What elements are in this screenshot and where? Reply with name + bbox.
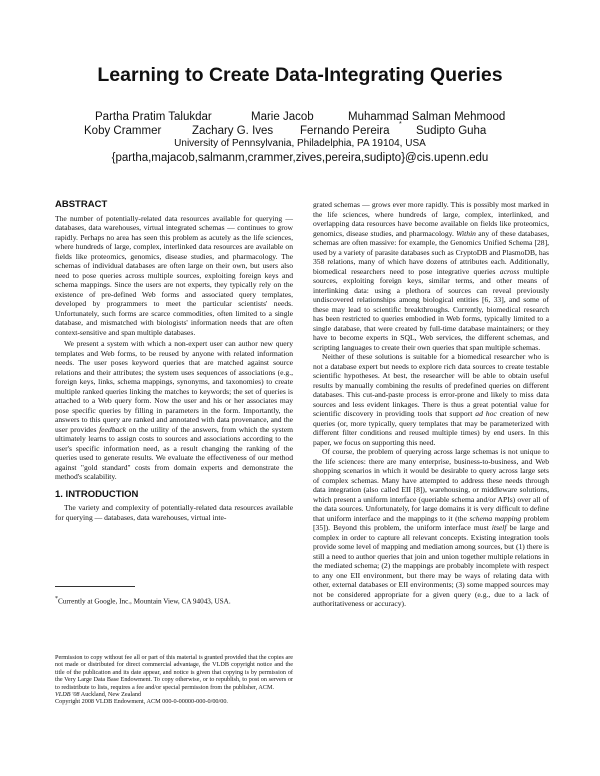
- author-footnote: *Currently at Google, Inc., Mountain View, CA 94043, USA.: [55, 596, 231, 606]
- paper-title: Learning to Create Data-Integrating Queries: [97, 64, 503, 86]
- permission-notice: [55, 654, 293, 706]
- footnote-rule: [55, 586, 135, 587]
- left-column: [55, 200, 293, 522]
- author-emails: {partha,majacob,salmanm,crammer,zives,pereira,sudipto}@cis.upenn.edu: [111, 152, 489, 164]
- body-paragraph: Of course, the problem of querying across large schemas is not unique to the life sciences: there are many enterprise, business-to-business, and Web shopping scenarios in which it would be desirable to query across large sets of complex schemas. Many have attempted to address these needs through data integration (also called EII [8]), warehousing, or middleware solutions, which present a uniform interface (queriable schema and/or APIs) over all of the data sources. Unfortunately, for large domains it is very difficult to define that uniform interface and the mappings to it (the schema mapping problem [35]). Beyond this problem, the uniform interface must itself be large and complex in order to capture all relevant concepts. Existing integration tools provide some level of mapping and mediation among sources, but (1) there is still a need to author queries that join and union together multiple relations in the mediated schema; (2) the mappings are probably incomplete with respect to any one EII environment, but there may be ways of relating data with other, external databases or EII environments; (3) some mapped sources may not be considered appropriate for a given query (e.g., due to a lack of authoritativeness or accuracy).: [313, 447, 549, 608]
- body-paragraph: Neither of these solutions is suitable for a biomedical researcher who is not a database expert but needs to explore rich data sources to create testable scientific hypotheses. At best, the researcher will be able to obtain useful results by manually combining the results of predefined queries on different databases. This cut-and-paste process is error-prone and likely to miss data sources and less evident linkages. There is thus a great potential value for scientific discovery in providing tools that support ad hoc creation of new queries (or, more typically, query templates that may be parameterized with different filter conditions and reused multiple times) by end users. In this paper, we focus on supporting this need.: [313, 352, 549, 447]
- intro-paragraph: The variety and complexity of potentially-related data resources available for querying — databases, data warehouses, virtual inte-: [55, 503, 293, 522]
- copyright-line: Copyright 2008 VLDB Endowment, ACM 000-0-00000-000-0/00/00.: [55, 698, 228, 706]
- permission-text: Permission to copy without fee all or part of this material is granted provided that the copies are not made or distributed for direct commercial advantage, the VLDB copyright notice and the title of the publication and its date appear, and notice is given that copying is by permission of the Very Large Data Base Endowment. To copy otherwise, or to republish, to post on servers or to redistribute to lists, requires a fee and/or special permission from the publisher, ACM.: [55, 654, 293, 691]
- abstract-paragraph: We present a system with which a non-expert user can author new query templates and Web forms, to be reused by anyone with related information needs. The user poses keyword queries that are matched against source relations and their attributes; the system uses sequences of associations (e.g., foreign keys, links, schema mappings, synonyms, and taxonomies) to create multiple ranked queries linking the matches to keywords; the set of queries is attached to a Web query form. Now the user and his or her associates may pose specific queries by filling in parameters in the form. Importantly, the answers to this query are ranked and annotated with data provenance, and the user provides feedback on the utility of the answers, from which the system ultimately learns to assign costs to sources and associations according to the user's specific information need, as a result changing the ranking of the queries used to generate results. We evaluate the effectiveness of our method against "gold standard" costs from domain experts and demonstrate the method's scalability.: [55, 339, 293, 481]
- abstract-heading: ABSTRACT: [55, 199, 108, 210]
- introduction-heading: 1. INTRODUCTION: [55, 488, 139, 500]
- author-name: Muhammad Salman Mehmood: [348, 111, 506, 123]
- body-paragraph: grated schemas — grows ever more rapidly. This is possibly most marked in the life sciences, where hundreds of large, complex, interlinked, and overlapping data resources have become available on fields like proteomics, genomics, disease studies, and pharmacology. Within any of these databases, schemas are often massive: for example, the Genomics Unified Schema [28], used by a variety of parasite databases such as CryptoDB and PlasmoDB, has 358 relations, many of which have dozens of attributes each. Additionally, biomedical researchers need to pose integrative queries across multiple sources, exploiting foreign keys, similar terms, and other means of interlinking data: using a plethora of sources can reveal previously undiscovered relationships among biological entities [6, 33], and some of these may lead to scientific breakthroughs. Currently, biomedical research has been restricted to queries embodied in Web forms, typically limited to a single database, that were created by full-time database maintainers; or they have to become experts in SQL, Web services, the different schemas, and scripting languages to create their own queries that span multiple schemas.: [313, 200, 549, 352]
- author-name: Koby Crammer: [84, 125, 162, 137]
- author-name: Fernando Pereira: [300, 125, 390, 137]
- author-name: Marie Jacob: [251, 111, 314, 123]
- affiliation: University of Pennsylvania, Philadelphia, PA 19104, USA: [174, 138, 426, 149]
- author-name: Zachary G. Ives: [192, 125, 274, 137]
- author-name: Sudipto Guha: [416, 125, 487, 137]
- abstract-paragraph: The number of potentially-related data resources available for querying — databases, data warehouses, virtual integrated schemas — continues to grow rapidly. Perhaps no area has seen this problem as acutely as the life sciences, where hundreds of large, complex, interlinked data resources are available on fields like proteomics, genomics, disease studies, and pharmacology. The schemas of individual databases are often large on their own, but users also need to pose queries across multiple sources, exploiting foreign keys and schema mappings. Since the users are not experts, they typically rely on the existence of pre-defined Web forms and associated query templates, developed by programmers to meet the particular scientists' needs. Unfortunately, such forms are scarce commodities, often limited to a single database, and mismatched with biologists' information needs that are often context-sensitive and span multiple databases.: [55, 213, 293, 337]
- venue-line: VLDB '08 Auckland, New Zealand: [55, 691, 142, 699]
- author-name: Partha Pratim Talukdar: [95, 111, 212, 123]
- right-column: [313, 200, 549, 609]
- author-footnote-mark: *: [399, 121, 402, 128]
